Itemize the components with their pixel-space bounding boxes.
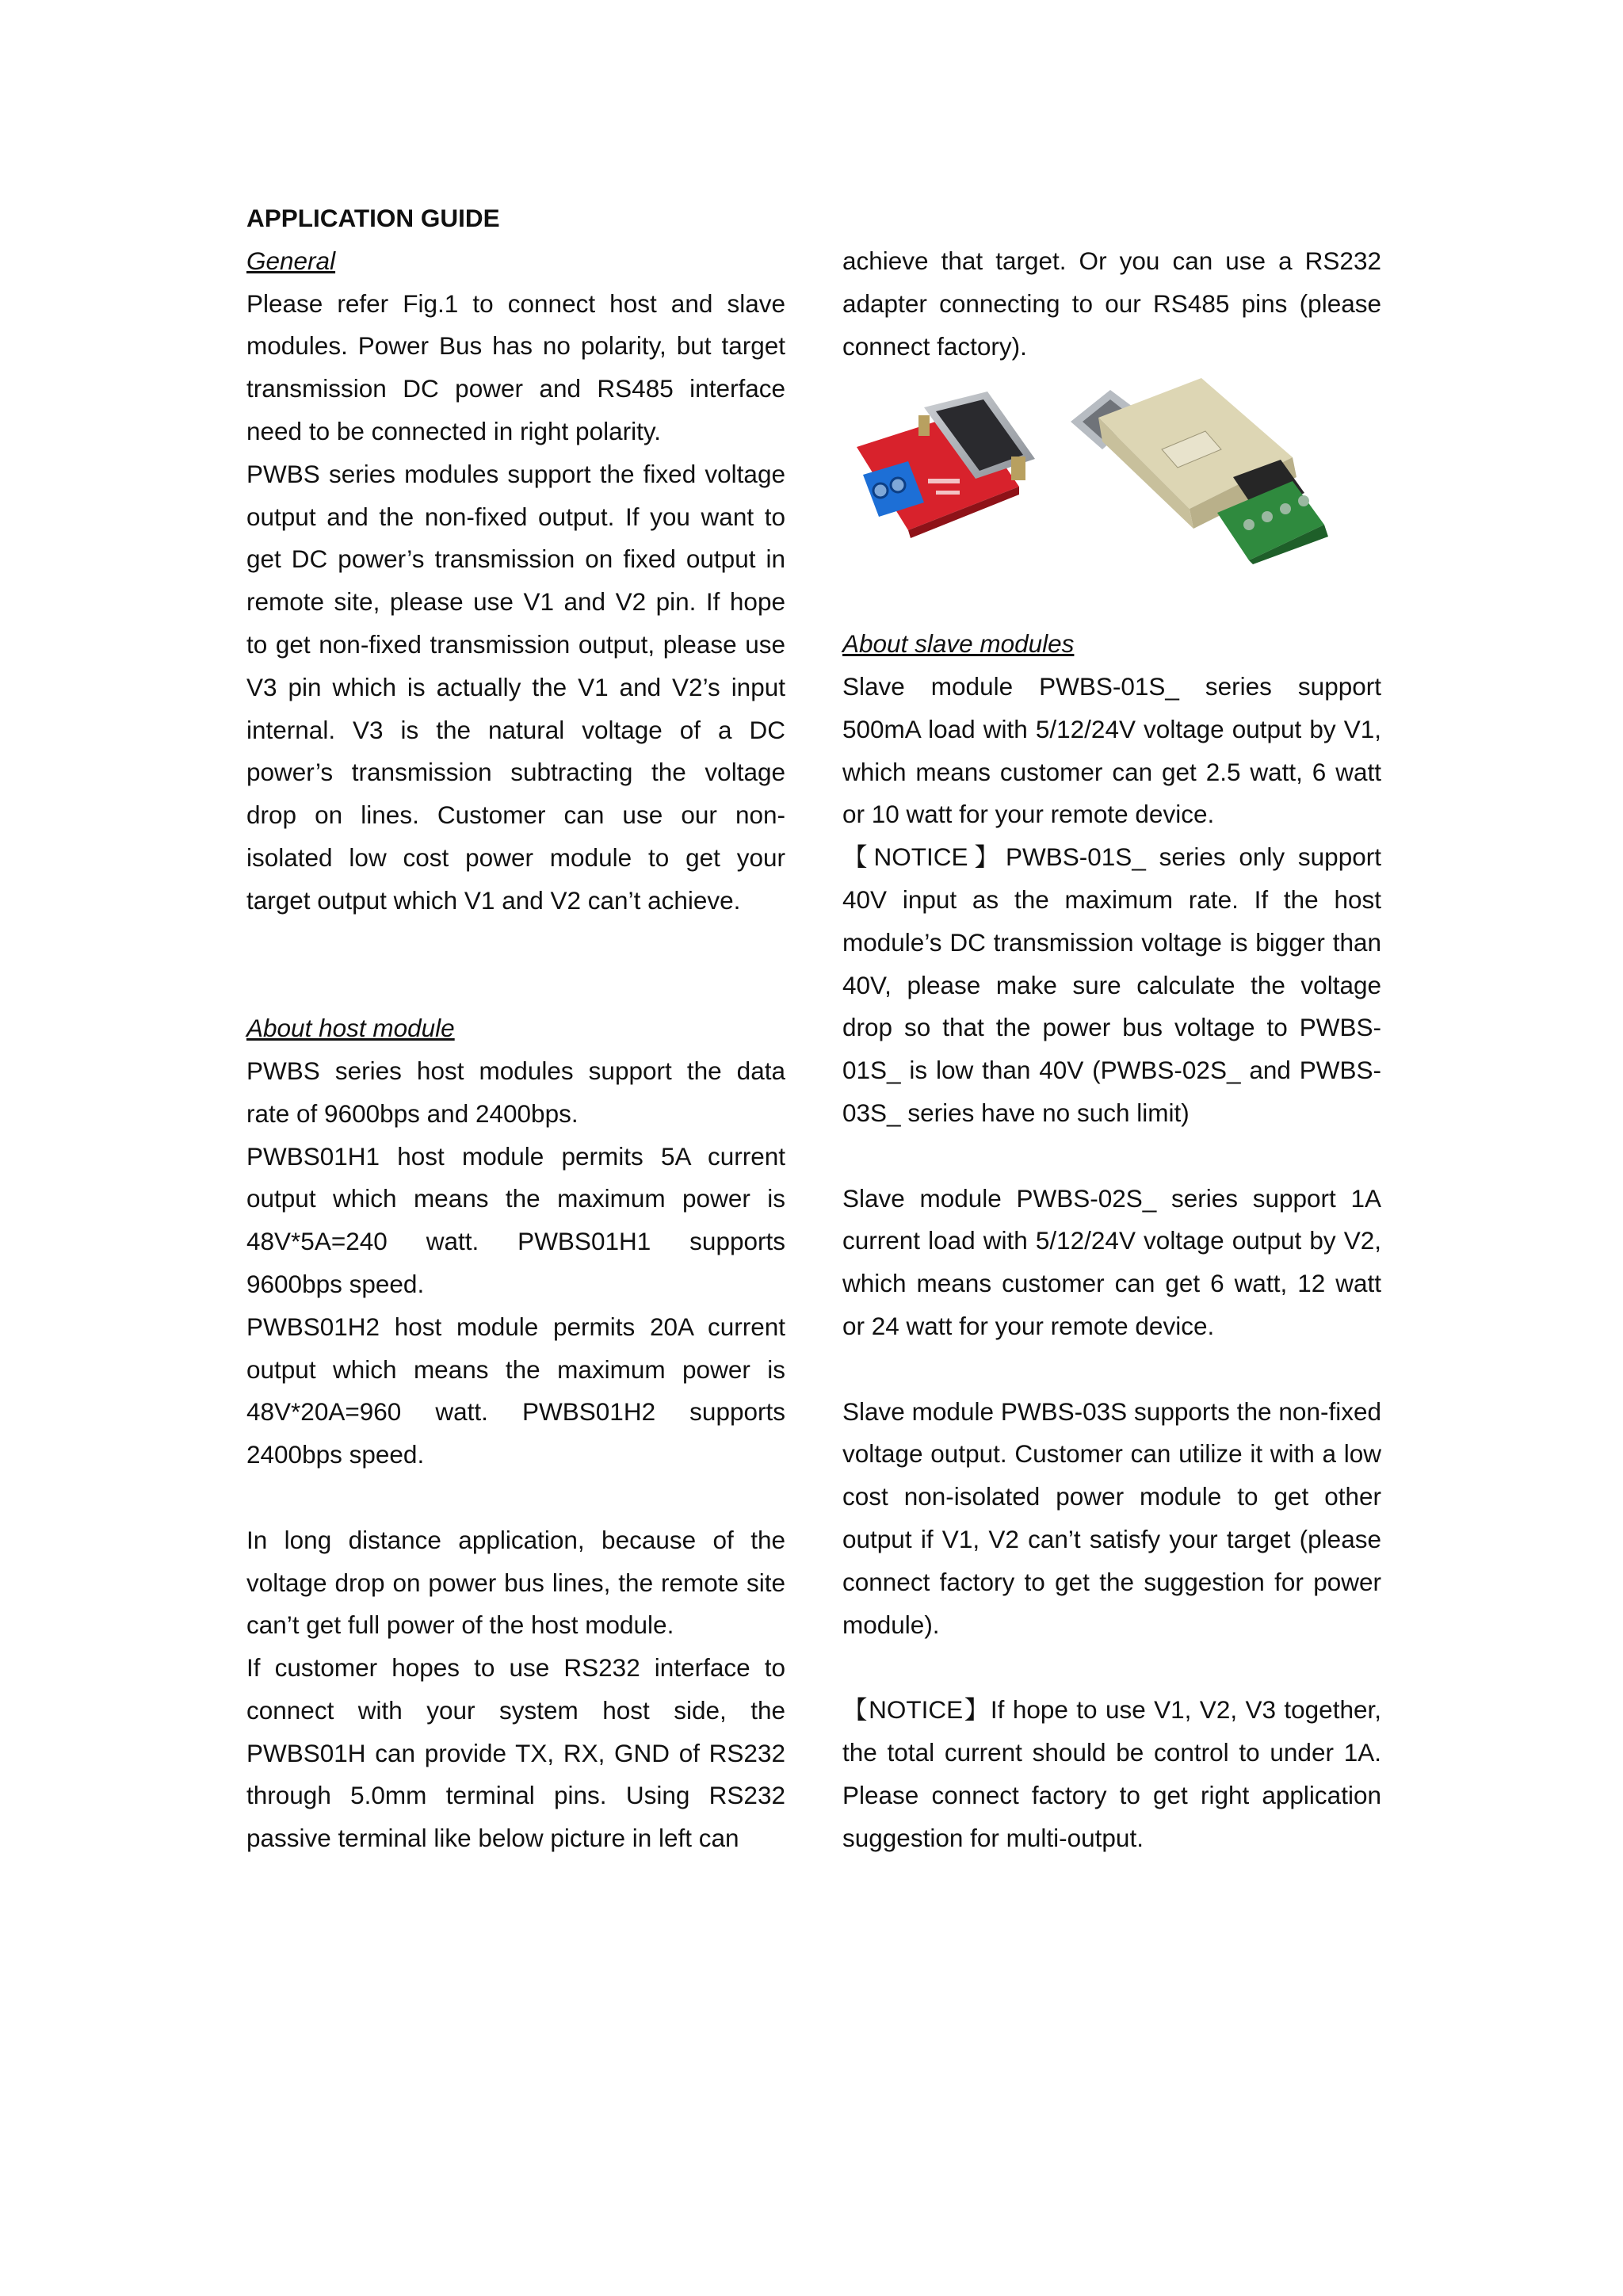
spacer xyxy=(842,580,1381,623)
adapter-photos xyxy=(842,368,1381,580)
host-paragraph-5: If customer hopes to use RS232 interface to connect with your system host side, the PWBS01H can provide TX, RX, GND of RS232 through 5.0mm terminal pins. Using RS232 passive terminal like below picture in left can xyxy=(246,1653,785,1853)
host-title: About host module xyxy=(246,1014,455,1043)
slave-paragraph-1: Slave module PWBS-01S_ series support 500mA load with 5/12/24V voltage output by V1, which means customer can get 2.5 watt, 6 watt or 10 watt for your remote device. xyxy=(842,671,1381,829)
host-paragraph-4: In long distance application, because of the voltage drop on power bus lines, the remote site can’t get full power of the host module. xyxy=(246,1525,785,1640)
spacer xyxy=(246,923,785,1008)
host-paragraph-3: PWBS01H2 host module permits 20A current output which means the maximum power is 48V*20A=960 watt. PWBS01H2 supports 2400bps speed. xyxy=(246,1312,785,1469)
rs232-rs485-converter-image xyxy=(1055,374,1350,564)
spacer xyxy=(246,1477,785,1519)
spacer xyxy=(842,1348,1381,1391)
slave-paragraph-2: Slave module PWBS-02S_ series support 1A current load with 5/12/24V voltage output by V2, which means customer can get 6 watt, 12 watt or 24 watt for your remote device. xyxy=(842,1183,1381,1340)
slave-paragraph-3: Slave module PWBS-03S supports the non-fixed voltage output. Customer can utilize it with a low cost non-isolated power module to get other output if V1, V2 can’t satisfy your target (please connect factory to get the suggestion for power module). xyxy=(842,1396,1381,1639)
slave-title: About slave modules xyxy=(842,629,1075,659)
slave-notice-2: 【NOTICE】If hope to use V1, V2, V3 together, the total current should be control to under 1A. Please connect factory to get right application suggestion for multi-output. xyxy=(842,1695,1381,1852)
host-paragraph-5-continued: achieve that target. Or you can use a RS232 adapter connecting to our RS485 pins (please connect factory). xyxy=(842,246,1381,361)
right-column xyxy=(842,240,1381,1859)
host-paragraph-2: PWBS01H1 host module permits 5A current output which means the maximum power is 48V*5A=240 watt. PWBS01H1 supports 9600bps speed. xyxy=(246,1141,785,1298)
left-column xyxy=(246,197,785,1860)
general-title: General xyxy=(246,246,336,275)
spacer xyxy=(842,1646,1381,1689)
rs232-terminal-adapter-image xyxy=(849,392,1047,550)
host-paragraph-1: PWBS series host modules support the data rate of 9600bps and 2400bps. xyxy=(246,1056,785,1128)
spacer xyxy=(842,1135,1381,1178)
general-paragraph-1: Please refer Fig.1 to connect host and slave modules. Power Bus has no polarity, but target transmission DC power and RS485 interface need to be connected in right polarity. xyxy=(246,288,785,445)
general-paragraph-2: PWBS series modules support the fixed voltage output and the non-fixed output. If you want to get DC power’s transmission on fixed output in remote site, please use V1 and V2 pin. If hope to get non-fixed transmission output, please use V3 pin which is actually the V1 and V2’s input internal. V3 is the natural voltage of a DC power’s transmission subtracting the voltage drop on lines. Customer can use our non-isolated low cost power module to get your target output which V1 and V2 can’t achieve. xyxy=(246,459,785,915)
slave-notice-1: 【NOTICE】PWBS-01S_ series only support 40V input as the maximum rate. If the host module’s DC transmission voltage is bigger than 40V, please make sure calculate the voltage drop so that the power bus voltage to PWBS-01S_ is low than 40V (PWBS-02S_ and PWBS-03S_ series have no such limit) xyxy=(842,842,1381,1127)
page-heading: APPLICATION GUIDE xyxy=(246,204,500,232)
